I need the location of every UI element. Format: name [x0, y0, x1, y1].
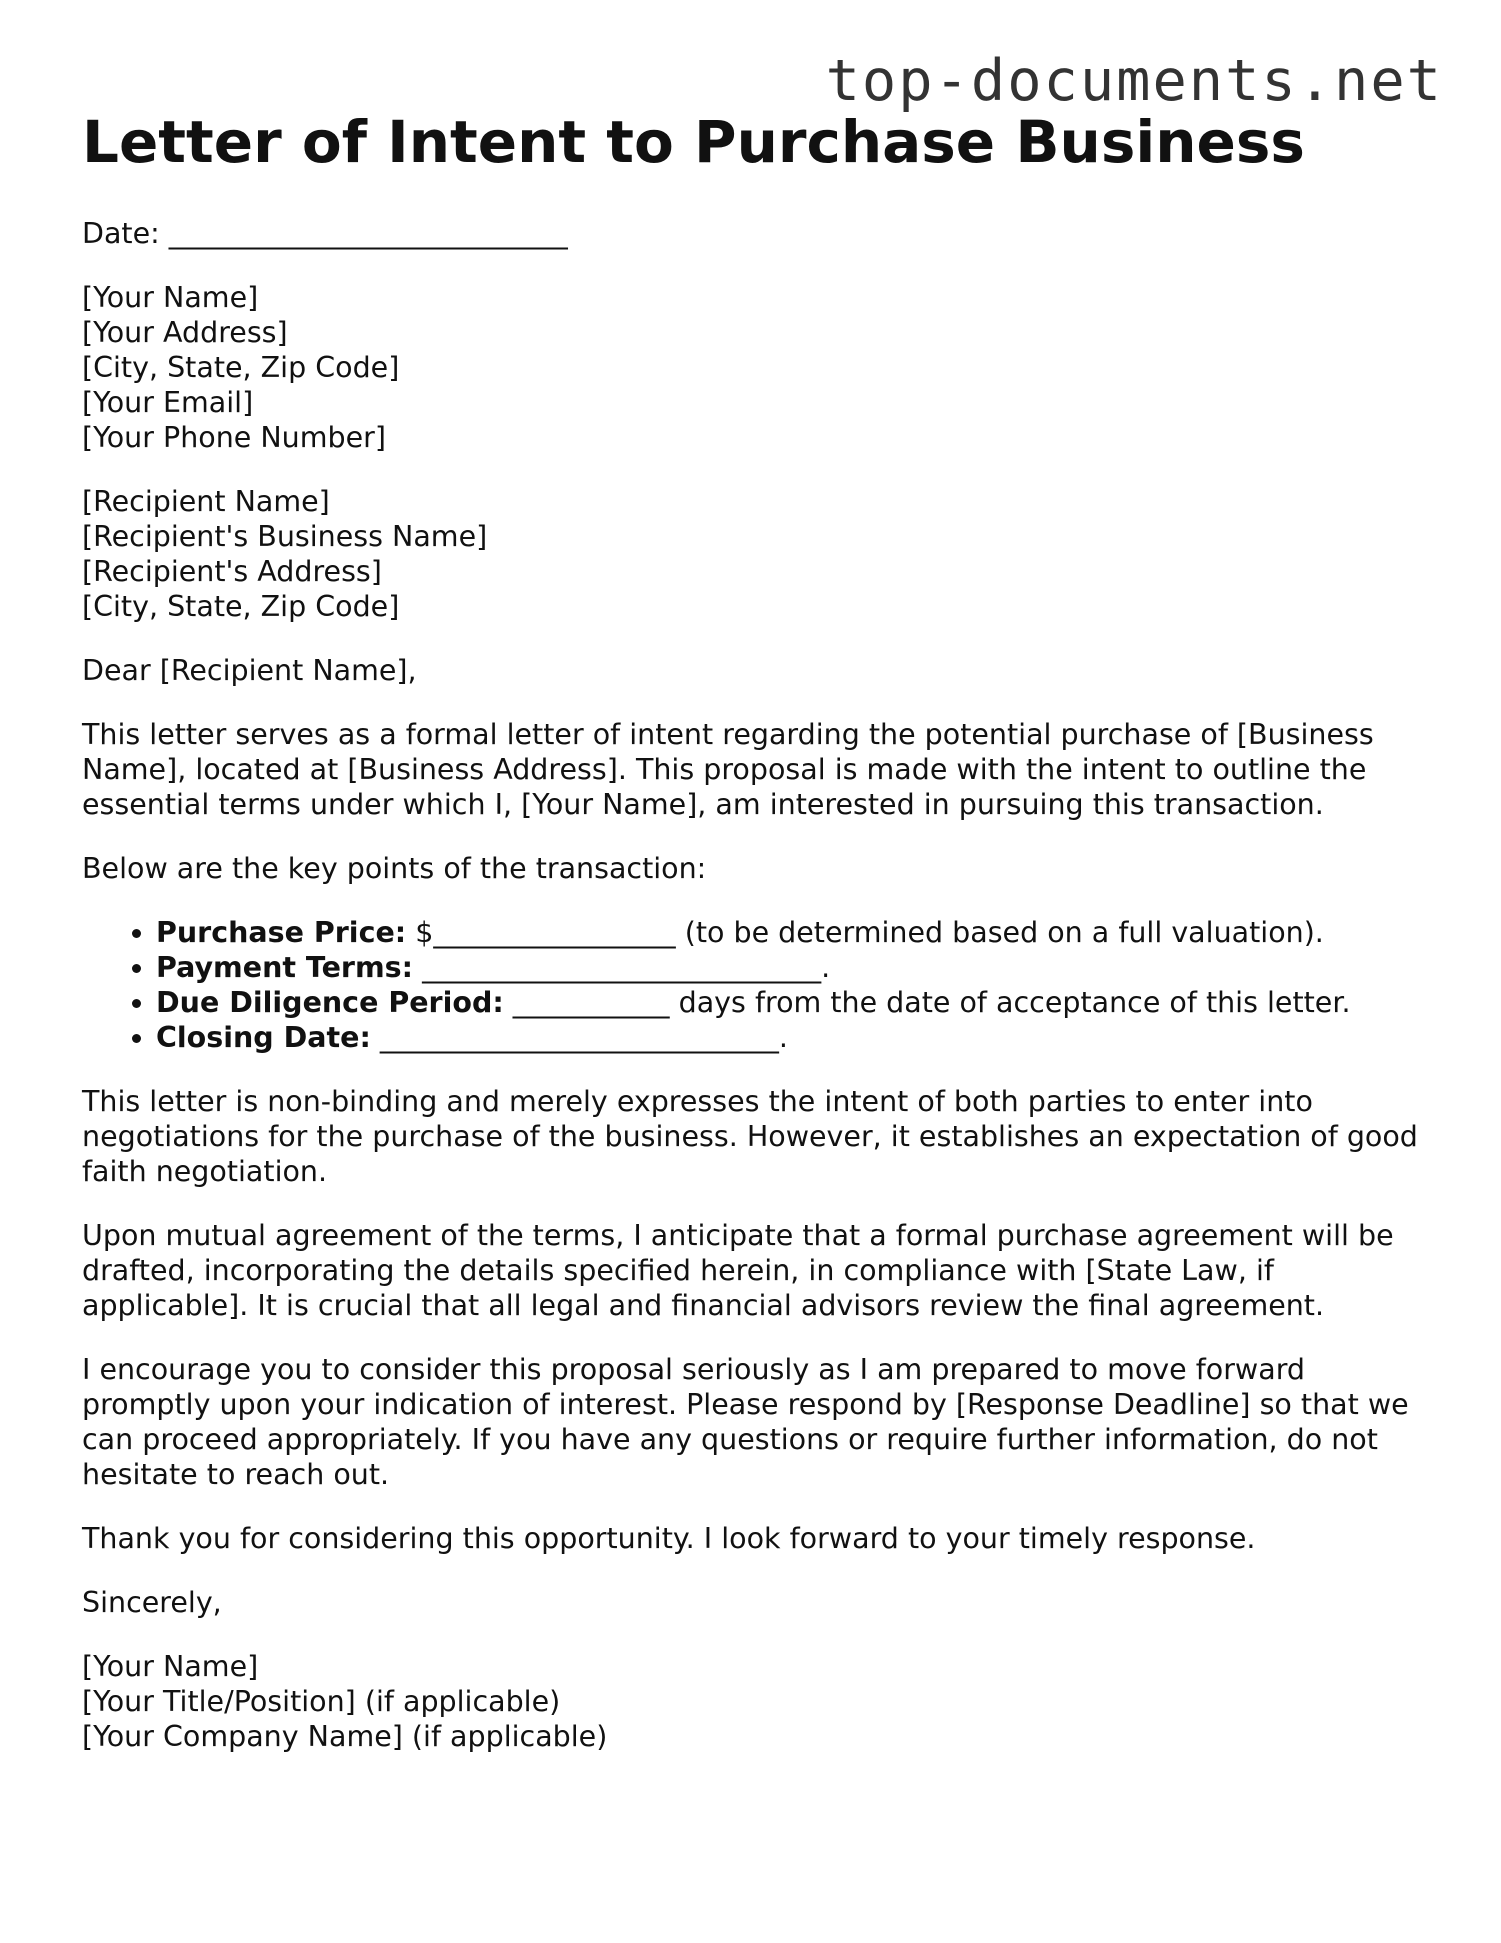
list-item — [156, 985, 1432, 1020]
key-point-label: Closing Date: — [156, 1021, 371, 1054]
key-point-text: ____________________________. — [413, 951, 831, 984]
key-point-label: Due Diligence Period: — [156, 986, 504, 1019]
list-item — [156, 1020, 1432, 1055]
recipient-city-state-zip: [City, State, Zip Code] — [82, 590, 400, 623]
paragraph-key-points-intro: Below are the key points of the transaction: — [82, 852, 707, 885]
key-points-list — [82, 915, 1432, 1055]
signature-company: [Your Company Name] (if applicable) — [82, 1720, 608, 1753]
salutation: Dear [Recipient Name], — [82, 654, 417, 687]
recipient-address: [Recipient's Address] — [82, 555, 382, 588]
paragraph-non-binding: This letter is non-binding and merely expresses the intent of both parties to enter into negotiations for the purchase of the business. However, it establishes an expectation of good faith negotiation. — [82, 1085, 1418, 1188]
sender-phone: [Your Phone Number] — [82, 421, 386, 454]
signature-block — [82, 1649, 1432, 1754]
recipient-address-block — [82, 484, 1432, 624]
recipient-name: [Recipient Name] — [82, 485, 330, 518]
signature-title: [Your Title/Position] (if applicable) — [82, 1685, 561, 1718]
list-item — [156, 915, 1432, 950]
list-item — [156, 950, 1432, 985]
key-point-text: $_________________ (to be determined based on a full valuation). — [406, 916, 1324, 949]
site-watermark: top-documents.net — [825, 48, 1443, 114]
key-point-label: Payment Terms: — [156, 951, 414, 984]
key-point-text: ____________________________. — [370, 1021, 788, 1054]
key-point-label: Purchase Price: — [156, 916, 407, 949]
sender-email: [Your Email] — [82, 386, 254, 419]
sender-name: [Your Name] — [82, 281, 259, 314]
paragraph-agreement: Upon mutual agreement of the terms, I anticipate that a formal purchase agreement will be drafted, incorporating the details specified herein, in compliance with [State Law, if applicable]. It is crucial that all legal and financial advisors review the final agreement. — [82, 1219, 1394, 1322]
sender-city-state-zip: [City, State, Zip Code] — [82, 351, 400, 384]
paragraph-intro: This letter serves as a formal letter of intent regarding the potential purchase of [Business Name], located at [Business Address]. This proposal is made with the intent to outline the essential terms under which I, [Your Name], am interested in pursuing this transaction. — [82, 718, 1374, 821]
page-title: Letter of Intent to Purchase Business — [82, 108, 1305, 176]
recipient-business-name: [Recipient's Business Name] — [82, 520, 488, 553]
paragraph-thanks: Thank you for considering this opportunity. I look forward to your timely response. — [82, 1522, 1256, 1555]
letter-document — [82, 102, 1432, 1754]
key-point-text: ___________ days from the date of acceptance of this letter. — [503, 986, 1351, 1019]
date-field: Date: ____________________________ — [82, 217, 568, 250]
paragraph-encourage: I encourage you to consider this proposal seriously as I am prepared to move forward promptly upon your indication of interest. Please respond by [Response Deadline] so that we can proceed appropriately. If you have any questions or require further information, do not hesitate to reach out. — [82, 1353, 1409, 1491]
signature-name: [Your Name] — [82, 1650, 259, 1683]
closing: Sincerely, — [82, 1586, 222, 1619]
sender-address-block — [82, 280, 1432, 455]
sender-address: [Your Address] — [82, 316, 288, 349]
